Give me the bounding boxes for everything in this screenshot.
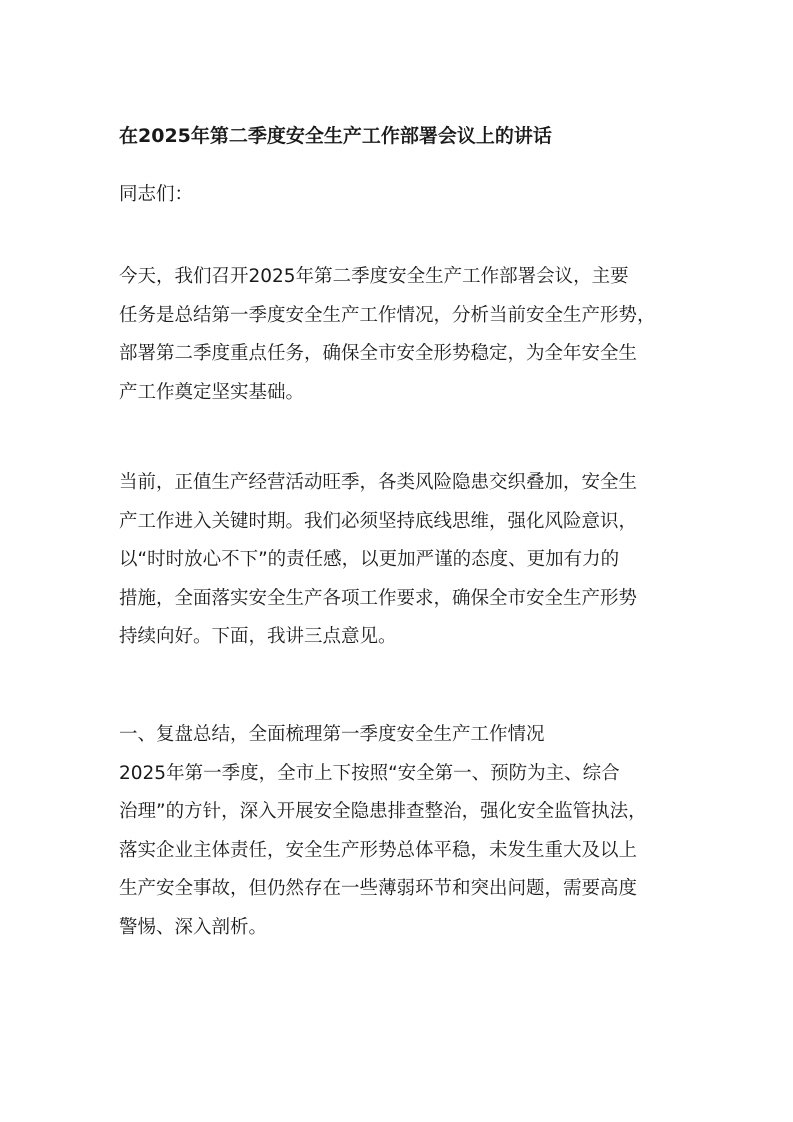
text-line: 落实企业主体责任，安全生产形势总体平稳，未发生重大及以上 <box>119 839 638 861</box>
text-line: 措施，全面落实安全生产各项工作要求，确保全市安全生产形势 <box>119 587 638 609</box>
section-one <box>119 716 679 947</box>
text-line: 今天，我们召开2025年第二季度安全生产工作部署会议，主要 <box>119 266 629 287</box>
text-line: 产工作进入关键时期。我们必须坚持底线思维，强化风险意识， <box>119 510 638 532</box>
text-line: 持续向好。下面，我讲三点意见。 <box>119 626 397 647</box>
salutation: 同志们： <box>119 184 194 205</box>
text-line: 任务是总结第一季度安全生产工作情况，分析当前安全生产形势， <box>119 304 656 326</box>
text-line: 当前，正值生产经营活动旺季，各类风险隐患交织叠加，安全生 <box>119 472 638 493</box>
paragraph-opening <box>119 258 679 412</box>
text-line: 部署第二季度重点任务，确保全市安全形势稳定，为全年安全生 <box>119 343 638 364</box>
text-line: 2025年第一季度，全市上下按照“安全第一、预防为主、综合 <box>119 762 620 784</box>
document-title: 在2025年第二季度安全生产工作部署会议上的讲话 <box>119 125 552 147</box>
text-line: 产工作奠定坚实基础。 <box>119 381 305 403</box>
text-line: 以“时时放心不下”的责任感，以更加严谨的态度、更加有力的 <box>119 549 620 570</box>
text-line: 警惕、深入剖析。 <box>119 916 268 938</box>
paragraph-situation <box>119 464 679 657</box>
text-line: 治理”的方针，深入开展安全隐患排查整治，强化安全监管执法， <box>119 801 647 822</box>
section-heading: 一、复盘总结，全面梳理第一季度安全生产工作情况 <box>119 724 545 745</box>
text-line: 生产安全事故，但仍然存在一些薄弱环节和突出问题，需要高度 <box>119 878 638 899</box>
